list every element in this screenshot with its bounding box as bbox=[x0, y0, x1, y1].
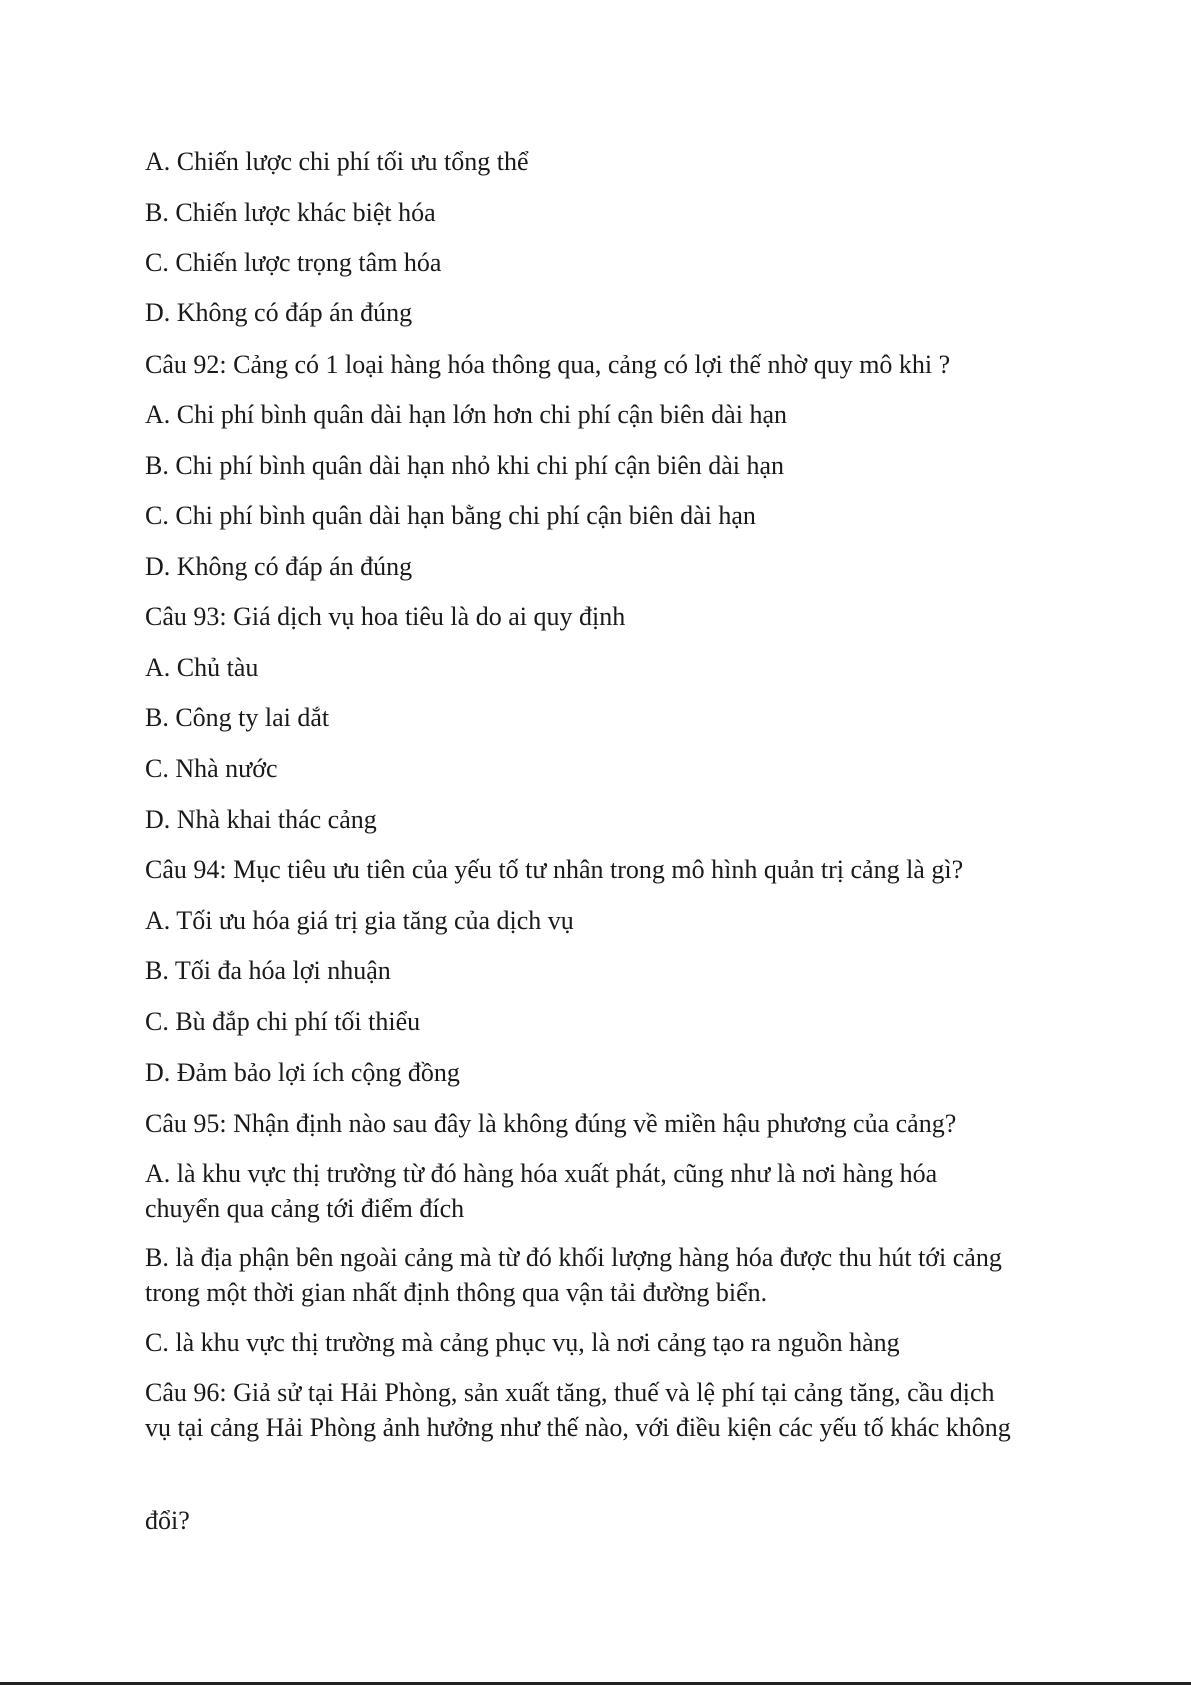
question-94: Câu 94: Mục tiêu ưu tiên của yếu tố tư nhân trong mô hình quản trị cảng là gì? bbox=[145, 855, 964, 884]
q92-option-c: C. Chi phí bình quân dài hạn bằng chi phí cận biên dài hạn bbox=[145, 501, 756, 530]
answer-d-line: D. Không có đáp án đúng bbox=[145, 298, 413, 327]
question-95: Câu 95: Nhận định nào sau đây là không đúng về miền hậu phương của cảng? bbox=[145, 1109, 957, 1138]
answer-c-line: C. Chiến lược trọng tâm hóa bbox=[145, 248, 442, 277]
q92-option-b: B. Chi phí bình quân dài hạn nhỏ khi chi phí cận biên dài hạn bbox=[145, 451, 785, 480]
question-92: Câu 92: Cảng có 1 loại hàng hóa thông qua, cảng có lợi thế nhờ quy mô khi ? bbox=[145, 350, 951, 379]
question-93: Câu 93: Giá dịch vụ hoa tiêu là do ai quy định bbox=[145, 602, 626, 631]
q93-option-d: D. Nhà khai thác cảng bbox=[145, 805, 377, 834]
q92-option-a: A. Chi phí bình quân dài hạn lớn hơn chi phí cận biên dài hạn bbox=[145, 400, 787, 429]
q93-option-c: C. Nhà nước bbox=[145, 754, 278, 783]
question-96-continuation: đổi? bbox=[145, 1506, 190, 1535]
q93-option-b: B. Công ty lai dắt bbox=[145, 703, 330, 732]
q92-option-d: D. Không có đáp án đúng bbox=[145, 552, 413, 581]
answer-b-line: B. Chiến lược khác biệt hóa bbox=[145, 198, 436, 227]
question-96: Câu 96: Giả sử tại Hải Phòng, sản xuất tăng, thuế và lệ phí tại cảng tăng, cầu dịch vụ tại cảng Hải Phòng ảnh hưởng như thế nào, với điều kiện các yếu tố khác không bbox=[145, 1378, 1011, 1442]
q94-option-c: C. Bù đắp chi phí tối thiểu bbox=[145, 1007, 421, 1036]
q95-option-c: C. là khu vực thị trường mà cảng phục vụ, là nơi cảng tạo ra nguồn hàng bbox=[145, 1328, 900, 1357]
q95-option-b: B. là địa phận bên ngoài cảng mà từ đó khối lượng hàng hóa được thu hút tới cảng trong một thời gian nhất định thông qua vận tải đường biển. bbox=[145, 1243, 1002, 1307]
q94-option-b: B. Tối đa hóa lợi nhuận bbox=[145, 956, 391, 985]
q93-option-a: A. Chủ tàu bbox=[145, 653, 259, 682]
q95-option-a: A. là khu vực thị trường từ đó hàng hóa xuất phát, cũng như là nơi hàng hóa chuyển qua cảng tới điểm đích bbox=[145, 1159, 938, 1223]
answer-a-line: A. Chiến lược chi phí tối ưu tổng thể bbox=[145, 147, 529, 176]
q94-option-a: A. Tối ưu hóa giá trị gia tăng của dịch vụ bbox=[145, 906, 574, 935]
q94-option-d: D. Đảm bảo lợi ích cộng đồng bbox=[145, 1058, 460, 1087]
